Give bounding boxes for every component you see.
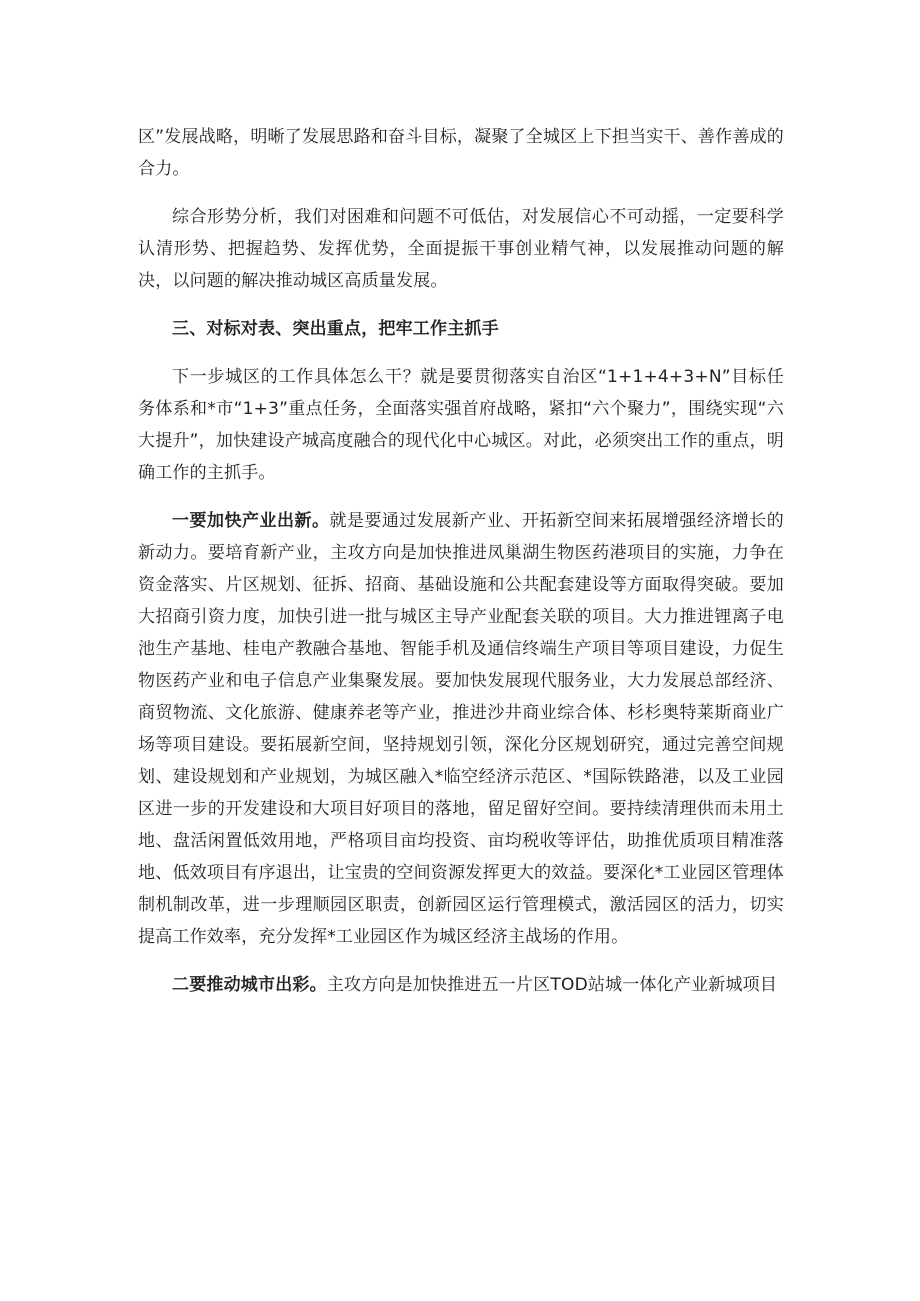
paragraph-continuation	[138, 121, 784, 185]
paragraph-city	[138, 969, 784, 1001]
section-heading-text: 三、对标对表、突出重点，把牢工作主抓手	[172, 319, 499, 339]
paragraph-text: 主攻方向是加快推进五一片区TOD站城一体化产业新城项目	[326, 975, 778, 995]
paragraph-text: 就是要通过发展新产业、开拓新空间来拓展增强经济增长的新动力。要培育新产业，主攻方向是加快推进凤巢湖生物医药港项目的实施，力争在资金落实、片区规划、征拆、招商、基础设施和公共配套建设等方面取得突破。要加大招商引资力度，加快引进一批与城区主导产业配套关联的项目。大力推进锂离子电池生产基地、桂电产教融合基地、智能手机及通信终端生产项目等项目建设，力促生物医药产业和电子信息产业集聚发展。要加快发展现代服务业，大力发展总部经济、商贸物流、文化旅游、健康养老等产业，推进沙井商业综合体、杉杉奥特莱斯商业广场等项目建设。要拓展新空间，坚持规划引领，深化分区规划研究，通过完善空间规划、建设规划和产业规划，为城区融入*临空经济示范区、*国际铁路港，以及工业园区进一步的开发建设和大项目好项目的落地，留足留好空间。要持续清理供而未用土地、盘活闲置低效用地，严格项目亩均投资、亩均税收等评估，助推优质项目精准落地、低效项目有序退出，让宝贵的空间资源发挥更大的效益。要深化*工业园区管理体制机制改革，进一步理顺园区职责，创新园区运行管理模式，激活园区的活力，切实提高工作效率，充分发挥*工业园区作为城区经济主战场的作用。	[138, 511, 784, 947]
paragraph-lead-bold: 一要加快产业出新。	[172, 511, 330, 531]
paragraph-text: 区”发展战略，明晰了发展思路和奋斗目标，凝聚了全城区上下担当实干、善作善成的合力。	[138, 127, 784, 179]
paragraph-text: 综合形势分析，我们对困难和问题不可低估，对发展信心不可动摇，一定要科学认清形势、把握趋势、发挥优势，全面提振干事创业精气神，以发展推动问题的解决，以问题的解决推动城区高质量发展。	[138, 207, 784, 291]
paragraph-lead-bold: 二要推动城市出彩。	[172, 975, 327, 995]
document-body	[138, 121, 784, 1017]
section-heading	[138, 313, 784, 345]
paragraph-next-steps	[138, 361, 784, 489]
paragraph-situation-analysis	[138, 201, 784, 297]
paragraph-text: 下一步城区的工作具体怎么干？就是要贯彻落实自治区“1+1+4+3+N”目标任务体系和*市“1+3”重点任务，全面落实强首府战略，紧扣“六个聚力”，围绕实现“六大提升”，加快建设产城高度融合的现代化中心城区。对此，必须突出工作的重点，明确工作的主抓手。	[138, 367, 784, 483]
paragraph-industry	[138, 505, 784, 953]
